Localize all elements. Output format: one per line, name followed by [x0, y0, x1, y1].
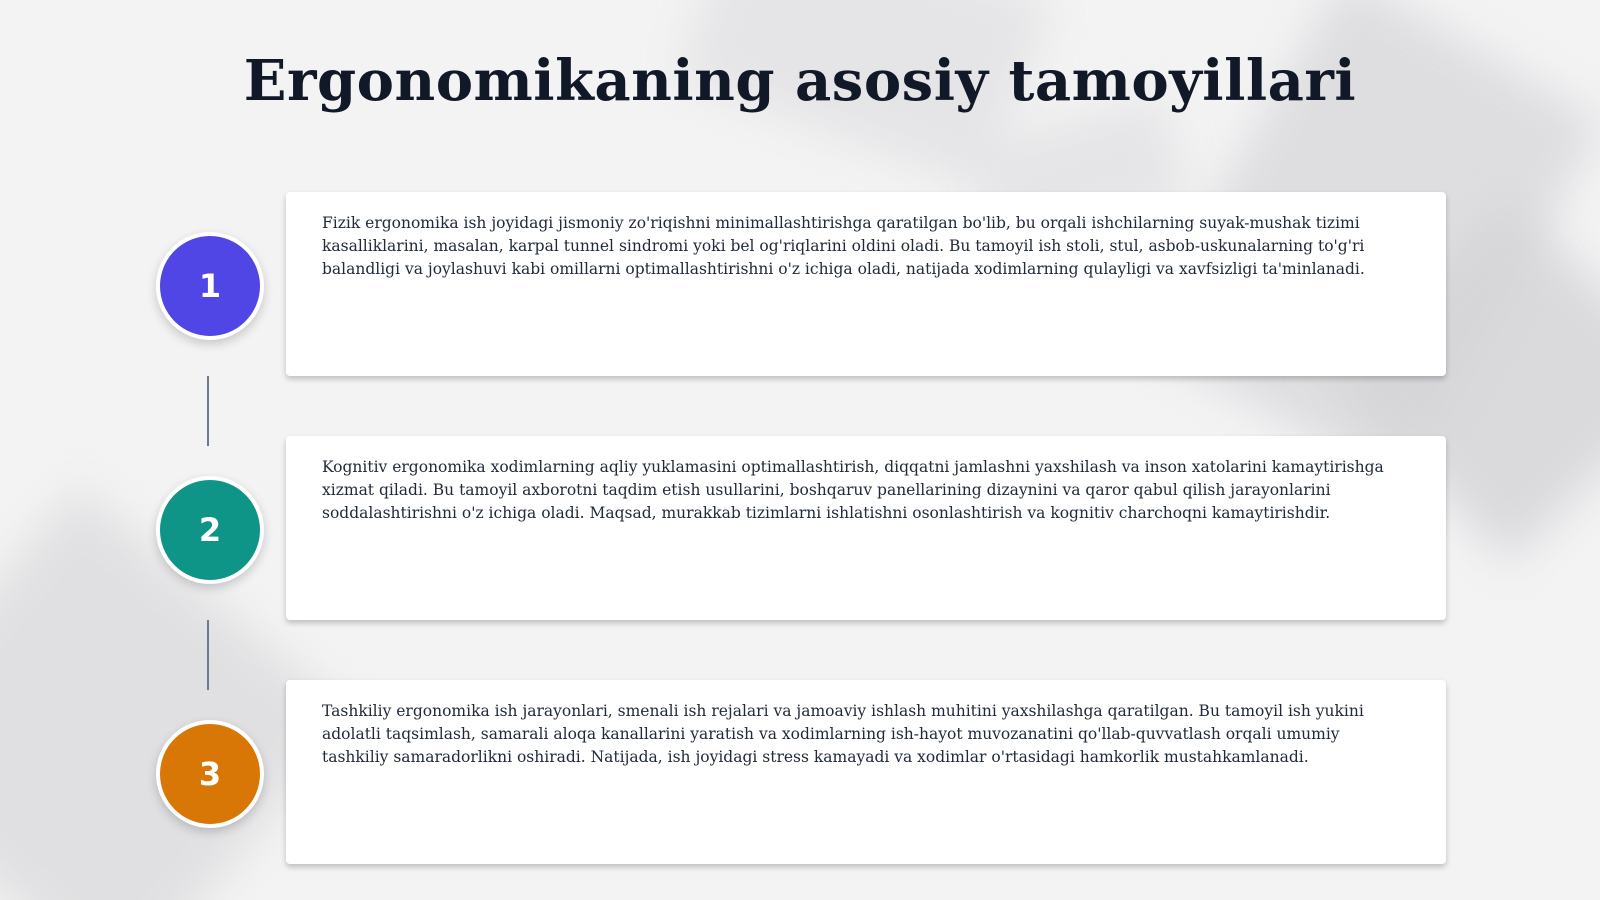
step-2-number-badge: 2: [156, 476, 264, 584]
step-1-card: [286, 192, 1446, 376]
timeline-connector: [207, 376, 209, 446]
step-2-description: Kognitiv ergonomika xodimlarning aqliy yuklamasini optimallashtirish, diqqatni jamlashni yaxshilash va inson xatolarini kamaytirishga xizmat qiladi. Bu tamoyil axborotni taqdim etish usullarini, boshqaruv panellarining dizaynini va qaror qabul qilish jarayonlarini soddalashtirishni o'z ichiga oladi. Maqsad, murakkab tizimlarni ishlatishni osonlashtirish va kognitiv charchoqni kamaytirishdir.: [322, 458, 1384, 522]
step-3-card: [286, 680, 1446, 864]
slide-title: Ergonomikaning asosiy tamoyillari: [243, 48, 1357, 114]
step-3-number-badge: 3: [156, 720, 264, 828]
timeline-connector: [207, 620, 209, 690]
step-1-number-badge: 1: [156, 232, 264, 340]
step-1-description: Fizik ergonomika ish joyidagi jismoniy zo'riqishni minimallashtirishga qaratilgan bo'lib, bu orqali ishchilarning suyak-mushak tizimi kasalliklarini, masalan, karpal tunnel sindromi yoki bel og'riqlarini oldini oladi. Bu tamoyil ish stoli, stul, asbob-uskunalarning to'g'ri balandligi va joylashuvi kabi omillarni optimallashtirishni o'z ichiga oladi, natijada xodimlarning qulayligi va xavfsizligi ta'minlanadi.: [322, 214, 1365, 278]
step-2-card: [286, 436, 1446, 620]
step-3-description: Tashkiliy ergonomika ish jarayonlari, smenali ish rejalari va jamoaviy ishlash muhitini yaxshilashga qaratilgan. Bu tamoyil ish yukini adolatli taqsimlash, samarali aloqa kanallarini yaratish va xodimlarning ish-hayot muvozanatini qo'llab-quvvatlash orqali umumiy tashkiliy samaradorlikni oshiradi. Natijada, ish joyidagi stress kamayadi va xodimlar o'rtasidagi hamkorlik mustahkamlanadi.: [322, 702, 1364, 766]
